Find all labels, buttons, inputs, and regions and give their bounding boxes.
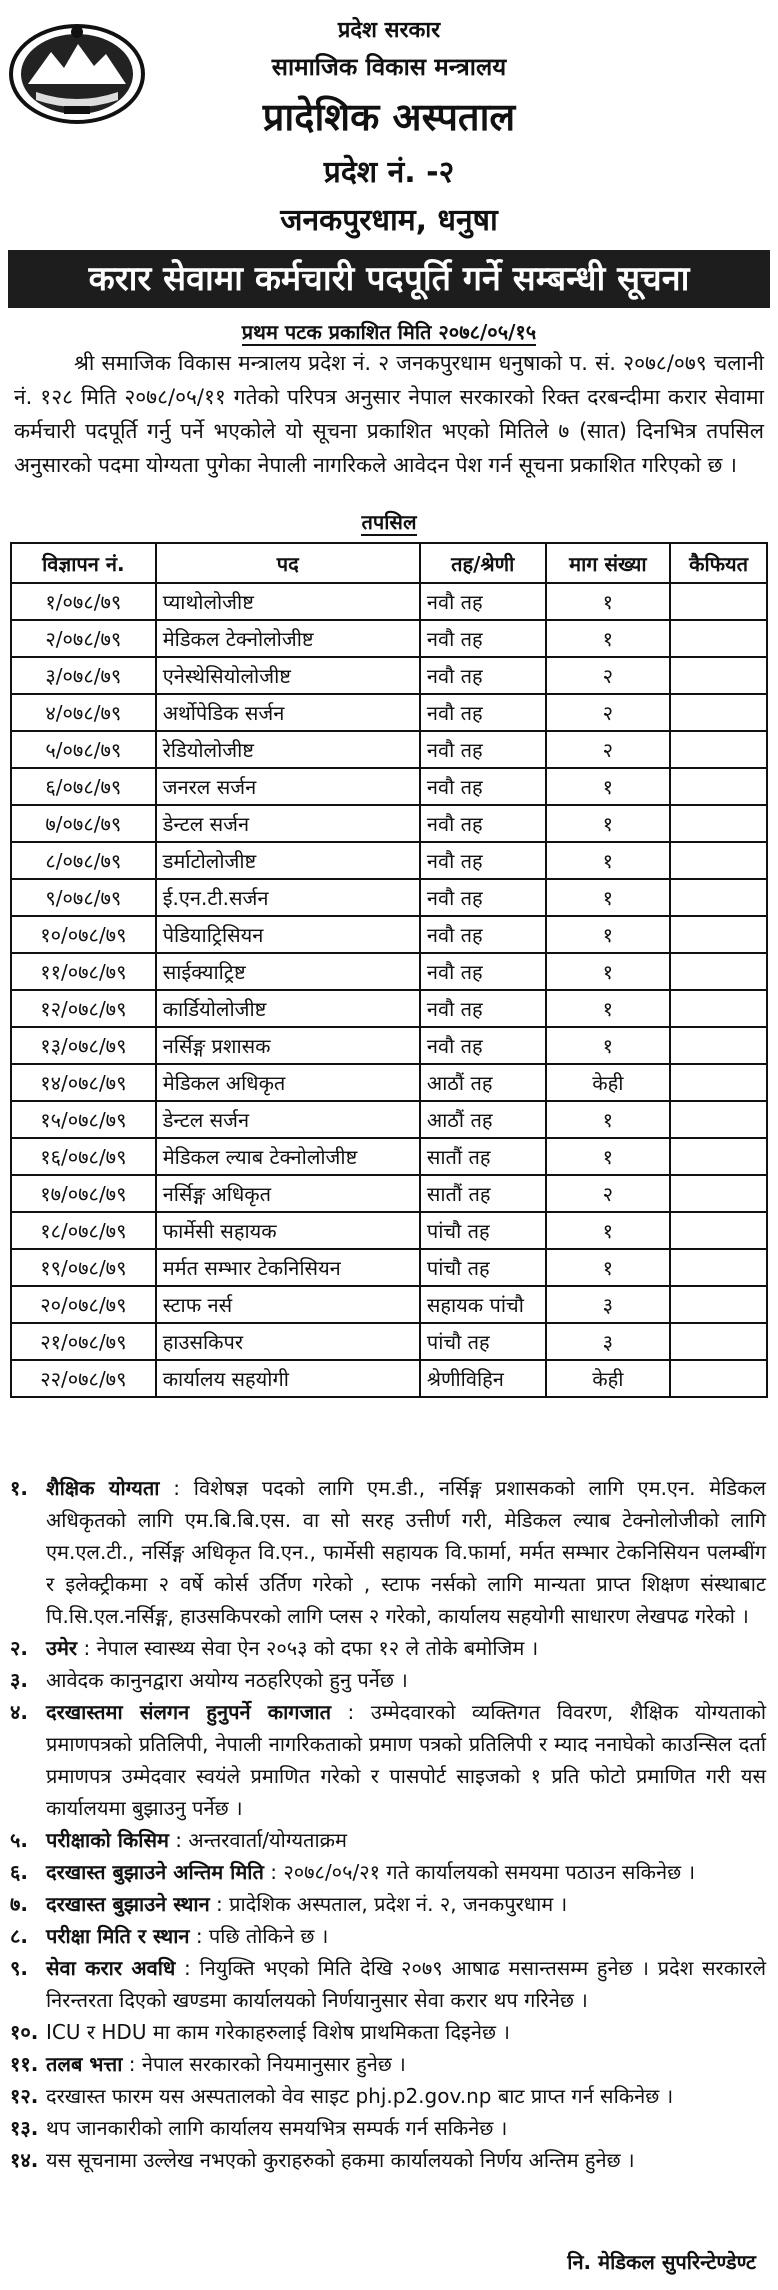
- cell-advert-no: २१/०७८/७९: [11, 1323, 156, 1360]
- cell-demand: १: [546, 842, 671, 879]
- cell-level: आठौं तह: [420, 1064, 546, 1101]
- cell-demand: १: [546, 1027, 671, 1064]
- cell-post: मेडिकल अधिकृत: [156, 1064, 420, 1101]
- cell-advert-no: १८/०७८/७९: [11, 1212, 156, 1249]
- note-text: : नियुक्ति भएको मिति देखि २०७९ आषाढ मसान्तसम्म हुनेछ । प्रदेश सरकारले निरन्तरता दिएको खण्डमा कार्यालयको निर्णयानुसार सेवा करार थप गरिनेछ ।: [46, 1956, 766, 2012]
- cell-advert-no: ३/०७८/७९: [11, 657, 156, 694]
- note-body: [46, 2144, 766, 2176]
- note-label: उमेर: [46, 1636, 78, 1660]
- cell-level: नवौ तह: [420, 768, 546, 805]
- column-header-remarks: कैफियत: [670, 543, 767, 583]
- table-row: [11, 1286, 767, 1323]
- cell-remarks: [670, 1175, 767, 1212]
- note-text: : नेपाल सरकारको नियमानुसार हुनेछ ।: [122, 2052, 406, 2076]
- cell-level: पांचौ तह: [420, 1212, 546, 1249]
- column-header-advert-no: विज्ञापन नं.: [11, 543, 156, 583]
- note-text: आवेदक कानुनद्वारा अयोग्य नठहरिएको हुनु पर्नेछ ।: [46, 1668, 408, 1692]
- table-row: [11, 1175, 767, 1212]
- note-body: [46, 2080, 766, 2112]
- table-row: [11, 768, 767, 805]
- cell-level: नवौ तह: [420, 583, 546, 620]
- cell-post: डेन्टल सर्जन: [156, 1101, 420, 1138]
- cell-post: रेडियोलोजीष्ट: [156, 731, 420, 768]
- note-item: [10, 1920, 766, 1952]
- cell-demand: २: [546, 731, 671, 768]
- note-number: १२.: [10, 2084, 39, 2108]
- cell-remarks: [670, 1286, 767, 1323]
- hospital-location: जनकपुरधाम, धनुषा: [280, 203, 498, 238]
- cell-advert-no: १०/०७८/७९: [11, 916, 156, 953]
- note-body: [46, 2112, 766, 2144]
- cell-post: हाउसकिपर: [156, 1323, 420, 1360]
- note-text: : नेपाल स्वास्थ्य सेवा ऐन २०५३ को दफा १२ ले तोके बमोजिम ।: [77, 1636, 539, 1660]
- cell-demand: १: [546, 768, 671, 805]
- table-row: [11, 805, 767, 842]
- note-number: ९.: [10, 1956, 28, 1980]
- cell-remarks: [670, 768, 767, 805]
- cell-demand: १: [546, 879, 671, 916]
- cell-advert-no: १५/०७८/७९: [11, 1101, 156, 1138]
- note-item: [10, 1824, 766, 1856]
- cell-demand: १: [546, 1138, 671, 1175]
- cell-level: नवौ तह: [420, 842, 546, 879]
- note-item: [10, 1472, 766, 1632]
- cell-post: नर्सिङ्ग अधिकृत: [156, 1175, 420, 1212]
- note-body: [46, 1664, 766, 1696]
- table-row: [11, 1360, 767, 1397]
- note-number: ६.: [10, 1860, 28, 1884]
- note-text: : पछि तोकिने छ ।: [189, 1924, 329, 1948]
- table-row: [11, 842, 767, 879]
- note-number: १०.: [10, 2020, 39, 2044]
- cell-remarks: [670, 805, 767, 842]
- cell-level: नवौ तह: [420, 1027, 546, 1064]
- note-number: ३.: [10, 1668, 28, 1692]
- cell-post: पेडियाट्रिसियन: [156, 916, 420, 953]
- notice-banner: करार सेवामा कर्मचारी पदपूर्ति गर्ने सम्बन्धी सूचना: [8, 250, 770, 308]
- cell-remarks: [670, 583, 767, 620]
- cell-post: नर्सिङ्ग प्रशासक: [156, 1027, 420, 1064]
- cell-post: ई.एन.टी.सर्जन: [156, 879, 420, 916]
- column-header-demand: माग संख्या: [546, 543, 671, 583]
- cell-demand: १: [546, 583, 671, 620]
- note-body: [46, 1856, 766, 1888]
- cell-remarks: [670, 1101, 767, 1138]
- ministry-title: सामाजिक विकास मन्त्रालय: [271, 53, 507, 81]
- note-text: : उम्मेदवारको व्यक्तिगत विवरण, शैक्षिक योग्यताको प्रमाणपत्रको प्रतिलिपी, नेपाली नागरिकताको प्रमाण पत्रको प्रतिलिपी र म्याद ननाघेको काउन्सिल दर्ता प्रमाणपत्र उम्मेदवार स्वयंले प्रमाणित गरेको र पासपोर्ट साइजको १ प्रति फोटो प्रमाणित गरी यस कार्यालयमा बुझाउनु पर्नेछ ।: [46, 1700, 767, 1820]
- note-body: [46, 2016, 766, 2048]
- note-label: तलब भत्ता: [46, 2052, 123, 2076]
- cell-advert-no: १२/०७८/७९: [11, 990, 156, 1027]
- cell-remarks: [670, 1138, 767, 1175]
- note-label: दरखास्त बुझाउने स्थान: [46, 1892, 210, 1916]
- note-label: दरखास्तमा संलगन हुनुपर्ने कागजात: [46, 1700, 331, 1724]
- cell-remarks: [670, 953, 767, 990]
- table-row: [11, 1101, 767, 1138]
- note-number: १३.: [10, 2116, 39, 2140]
- note-text: : अन्तरवार्ता/योग्यताक्रम: [168, 1828, 347, 1852]
- table-row: [11, 916, 767, 953]
- note-body: [46, 1952, 766, 2016]
- cell-demand: १: [546, 805, 671, 842]
- province-government-title: प्रदेश सरकार: [337, 18, 441, 43]
- cell-advert-no: ८/०७८/७९: [11, 842, 156, 879]
- note-body: [46, 1920, 766, 1952]
- table-row: [11, 1138, 767, 1175]
- cell-remarks: [670, 1212, 767, 1249]
- cell-post: मर्मत सम्भार टेकनिसियन: [156, 1249, 420, 1286]
- table-row: [11, 1249, 767, 1286]
- note-item: [10, 1952, 766, 2016]
- cell-remarks: [670, 694, 767, 731]
- cell-demand: १: [546, 620, 671, 657]
- cell-demand: १: [546, 990, 671, 1027]
- cell-advert-no: ११/०७८/७९: [11, 953, 156, 990]
- note-item: [10, 1888, 766, 1920]
- note-item: [10, 2112, 766, 2144]
- note-item: [10, 2080, 766, 2112]
- cell-remarks: [670, 990, 767, 1027]
- cell-demand: २: [546, 657, 671, 694]
- note-text: थप जानकारीको लागि कार्यालय समयभित्र सम्पर्क गर्न सकिनेछ ।: [46, 2116, 508, 2140]
- table-row: [11, 953, 767, 990]
- cell-demand: १: [546, 916, 671, 953]
- cell-level: नवौ तह: [420, 879, 546, 916]
- cell-demand: ३: [546, 1286, 671, 1323]
- table-row: [11, 583, 767, 620]
- cell-remarks: [670, 657, 767, 694]
- cell-advert-no: १६/०७८/७९: [11, 1138, 156, 1175]
- note-label: सेवा करार अवधि: [46, 1956, 176, 1980]
- cell-demand: २: [546, 1175, 671, 1212]
- note-number: ७.: [10, 1892, 28, 1916]
- intro-paragraph: श्री समाजिक विकास मन्त्रालय प्रदेश नं. २ जनकपुरधाम धनुषाको प. सं. २०७८/०७९ चलानी नं. १२८ मिति २०७८/०५/११ गतेको परिपत्र अनुसार नेपाल सरकारको रिक्त दरबन्दीमा करार सेवामा कर्मचारी पदपूर्ति गर्नु पर्ने भएकोले यो सूचना प्रकाशित भएको मितिले ७ (सात) दिनभित्र तपसिल अनुसारको पदमा योग्यता पुगेका नेपाली नागरिकले आवेदन पेश गर्न सूचना प्रकाशित गरिएको छ ।: [14, 351, 764, 477]
- cell-post: डर्माटोलोजीष्ट: [156, 842, 420, 879]
- note-label: परीक्षा मिति र स्थान: [46, 1924, 190, 1948]
- note-text: ICU र HDU मा काम गरेकाहरुलाई विशेष प्राथमिकता दिइनेछ ।: [46, 2020, 510, 2044]
- note-body: [46, 2048, 766, 2080]
- cell-advert-no: ५/०७८/७९: [11, 731, 156, 768]
- cell-demand: ३: [546, 1323, 671, 1360]
- table-row: [11, 990, 767, 1027]
- cell-level: नवौ तह: [420, 805, 546, 842]
- note-text: : प्रादेशिक अस्पताल, प्रदेश नं. २, जनकपुरधाम ।: [209, 1892, 568, 1916]
- table-row: [11, 879, 767, 916]
- cell-level: सहायक पांचौ: [420, 1286, 546, 1323]
- notes-list: [10, 1472, 766, 2176]
- cell-level: सातौं तह: [420, 1138, 546, 1175]
- cell-advert-no: १/०७८/७९: [11, 583, 156, 620]
- cell-remarks: [670, 842, 767, 879]
- cell-post: फार्मेसी सहायक: [156, 1212, 420, 1249]
- note-body: [46, 1888, 766, 1920]
- cell-level: नवौ तह: [420, 694, 546, 731]
- table-row: [11, 694, 767, 731]
- cell-advert-no: ९/०७८/७९: [11, 879, 156, 916]
- cell-level: नवौ तह: [420, 990, 546, 1027]
- cell-advert-no: १३/०७८/७९: [11, 1027, 156, 1064]
- cell-demand: १: [546, 953, 671, 990]
- cell-level: पांचौ तह: [420, 1323, 546, 1360]
- cell-post: कार्यालय सहयोगी: [156, 1360, 420, 1397]
- table-row: [11, 657, 767, 694]
- note-item: [10, 2016, 766, 2048]
- notice-header: [0, 0, 778, 248]
- cell-advert-no: २२/०७८/७९: [11, 1360, 156, 1397]
- schedule-heading: तपसिल: [361, 510, 417, 534]
- cell-remarks: [670, 1323, 767, 1360]
- cell-advert-no: ६/०७८/७९: [11, 768, 156, 805]
- cell-post: साईक्याट्रिष्ट: [156, 953, 420, 990]
- cell-advert-no: २/०७८/७९: [11, 620, 156, 657]
- note-text: यस सूचनामा उल्लेख नभएको कुराहरुको हकमा कार्यालयको निर्णय अन्तिम हुनेछ ।: [46, 2148, 635, 2172]
- note-body: [46, 1824, 766, 1856]
- cell-demand: केही: [546, 1064, 671, 1101]
- cell-demand: १: [546, 1249, 671, 1286]
- cell-advert-no: २०/०७८/७९: [11, 1286, 156, 1323]
- cell-level: आठौं तह: [420, 1101, 546, 1138]
- cell-remarks: [670, 1064, 767, 1101]
- cell-post: कार्डियोलोजीष्ट: [156, 990, 420, 1027]
- cell-demand: १: [546, 1101, 671, 1138]
- note-item: [10, 2144, 766, 2176]
- note-text: : विशेषज्ञ पदको लागि एम.डी., नर्सिङ्ग प्रशासकको लागि एम.एन. मेडिकल अधिकृतको लागि एम.बि.बि.एस. वा सो सरह उत्तीर्ण गरी, मेडिकल ल्याब टेक्नोलोजीको लागि एम.एल.टी., नर्सिङ्ग अधिकृत वि.एन., फार्मेसी सहायक वि.फार्मा, मर्मत सम्भार टेकनिसियन पलम्बींग र इलेक्ट्रीकमा २ वर्षे कोर्स उर्तिण गरेको , स्टाफ नर्सको लागि मान्यता प्राप्त शिक्षण संस्थाबाट पि.सि.एल.नर्सिङ्ग, हाउसकिपरको लागि प्लस २ गरेको, कार्यालय सहयोगी साधारण लेखपढ गरेको ।: [46, 1476, 766, 1628]
- cell-level: सातौं तह: [420, 1175, 546, 1212]
- cell-remarks: [670, 1360, 767, 1397]
- table-row: [11, 1212, 767, 1249]
- cell-advert-no: १७/०७८/७९: [11, 1175, 156, 1212]
- note-item: [10, 1856, 766, 1888]
- table-row: [11, 1323, 767, 1360]
- cell-advert-no: ७/०७८/७९: [11, 805, 156, 842]
- cell-level: नवौ तह: [420, 953, 546, 990]
- cell-demand: २: [546, 694, 671, 731]
- note-number: १४.: [10, 2148, 39, 2172]
- note-body: [46, 1696, 766, 1824]
- note-item: [10, 1696, 766, 1824]
- hospital-title: प्रादेशिक अस्पताल: [262, 95, 516, 139]
- cell-advert-no: १४/०७८/७९: [11, 1064, 156, 1101]
- province-number: प्रदेश नं. -२: [323, 155, 455, 190]
- cell-post: मेडिकल टेक्नोलोजीष्ट: [156, 620, 420, 657]
- cell-advert-no: १९/०७८/७९: [11, 1249, 156, 1286]
- note-number: ४.: [10, 1700, 28, 1724]
- cell-advert-no: ४/०७८/७९: [11, 694, 156, 731]
- table-body: [11, 583, 767, 1397]
- note-text: : २०७८/०५/२१ गते कार्यालयको समयमा पठाउन सकिनेछ ।: [263, 1860, 696, 1884]
- cell-remarks: [670, 1027, 767, 1064]
- table-row: [11, 1027, 767, 1064]
- cell-post: प्याथोलोजीष्ट: [156, 583, 420, 620]
- cell-post: जनरल सर्जन: [156, 768, 420, 805]
- note-number: ५.: [10, 1828, 28, 1852]
- cell-remarks: [670, 731, 767, 768]
- cell-level: नवौ तह: [420, 657, 546, 694]
- signature: नि. मेडिकल सुपरिन्टेण्डेण्ट: [567, 2250, 756, 2274]
- column-header-level: तह/श्रेणी: [420, 543, 546, 583]
- cell-demand: केही: [546, 1360, 671, 1397]
- note-number: ८.: [10, 1924, 28, 1948]
- note-item: [10, 2048, 766, 2080]
- cell-remarks: [670, 620, 767, 657]
- cell-post: स्टाफ नर्स: [156, 1286, 420, 1323]
- note-number: १.: [10, 1476, 28, 1500]
- column-header-post: पद: [156, 543, 420, 583]
- table-header-row: [11, 543, 767, 583]
- note-label: दरखास्त बुझाउने अन्तिम मिति: [46, 1860, 264, 1884]
- cell-level: श्रेणीविहिन: [420, 1360, 546, 1397]
- cell-post: मेडिकल ल्याब टेक्नोलोजीष्ट: [156, 1138, 420, 1175]
- note-label: परीक्षाको किसिम: [46, 1828, 169, 1852]
- note-number: ११.: [10, 2052, 39, 2076]
- publication-date: प्रथम पटक प्रकाशित मिति २०७८/०५/१५: [241, 320, 537, 344]
- note-label: शैक्षिक योग्यता: [46, 1476, 160, 1500]
- note-text: दरखास्त फारम यस अस्पतालको वेव साइट phj.p2.gov.np बाट प्राप्त गर्न सकिनेछ ।: [46, 2084, 674, 2108]
- note-item: [10, 1664, 766, 1696]
- cell-post: डेन्टल सर्जन: [156, 805, 420, 842]
- cell-level: नवौ तह: [420, 620, 546, 657]
- vacancy-table: [10, 542, 768, 1398]
- note-number: २.: [10, 1636, 28, 1660]
- cell-level: पांचौ तह: [420, 1249, 546, 1286]
- cell-level: नवौ तह: [420, 916, 546, 953]
- note-body: [46, 1632, 766, 1664]
- table-row: [11, 620, 767, 657]
- note-item: [10, 1632, 766, 1664]
- table-row: [11, 731, 767, 768]
- note-body: [46, 1472, 766, 1632]
- table-row: [11, 1064, 767, 1101]
- cell-remarks: [670, 916, 767, 953]
- cell-post: अर्थोपेडिक सर्जन: [156, 694, 420, 731]
- cell-post: एनेस्थेसियोलोजीष्ट: [156, 657, 420, 694]
- cell-remarks: [670, 1249, 767, 1286]
- cell-level: नवौ तह: [420, 731, 546, 768]
- cell-demand: १: [546, 1212, 671, 1249]
- cell-remarks: [670, 879, 767, 916]
